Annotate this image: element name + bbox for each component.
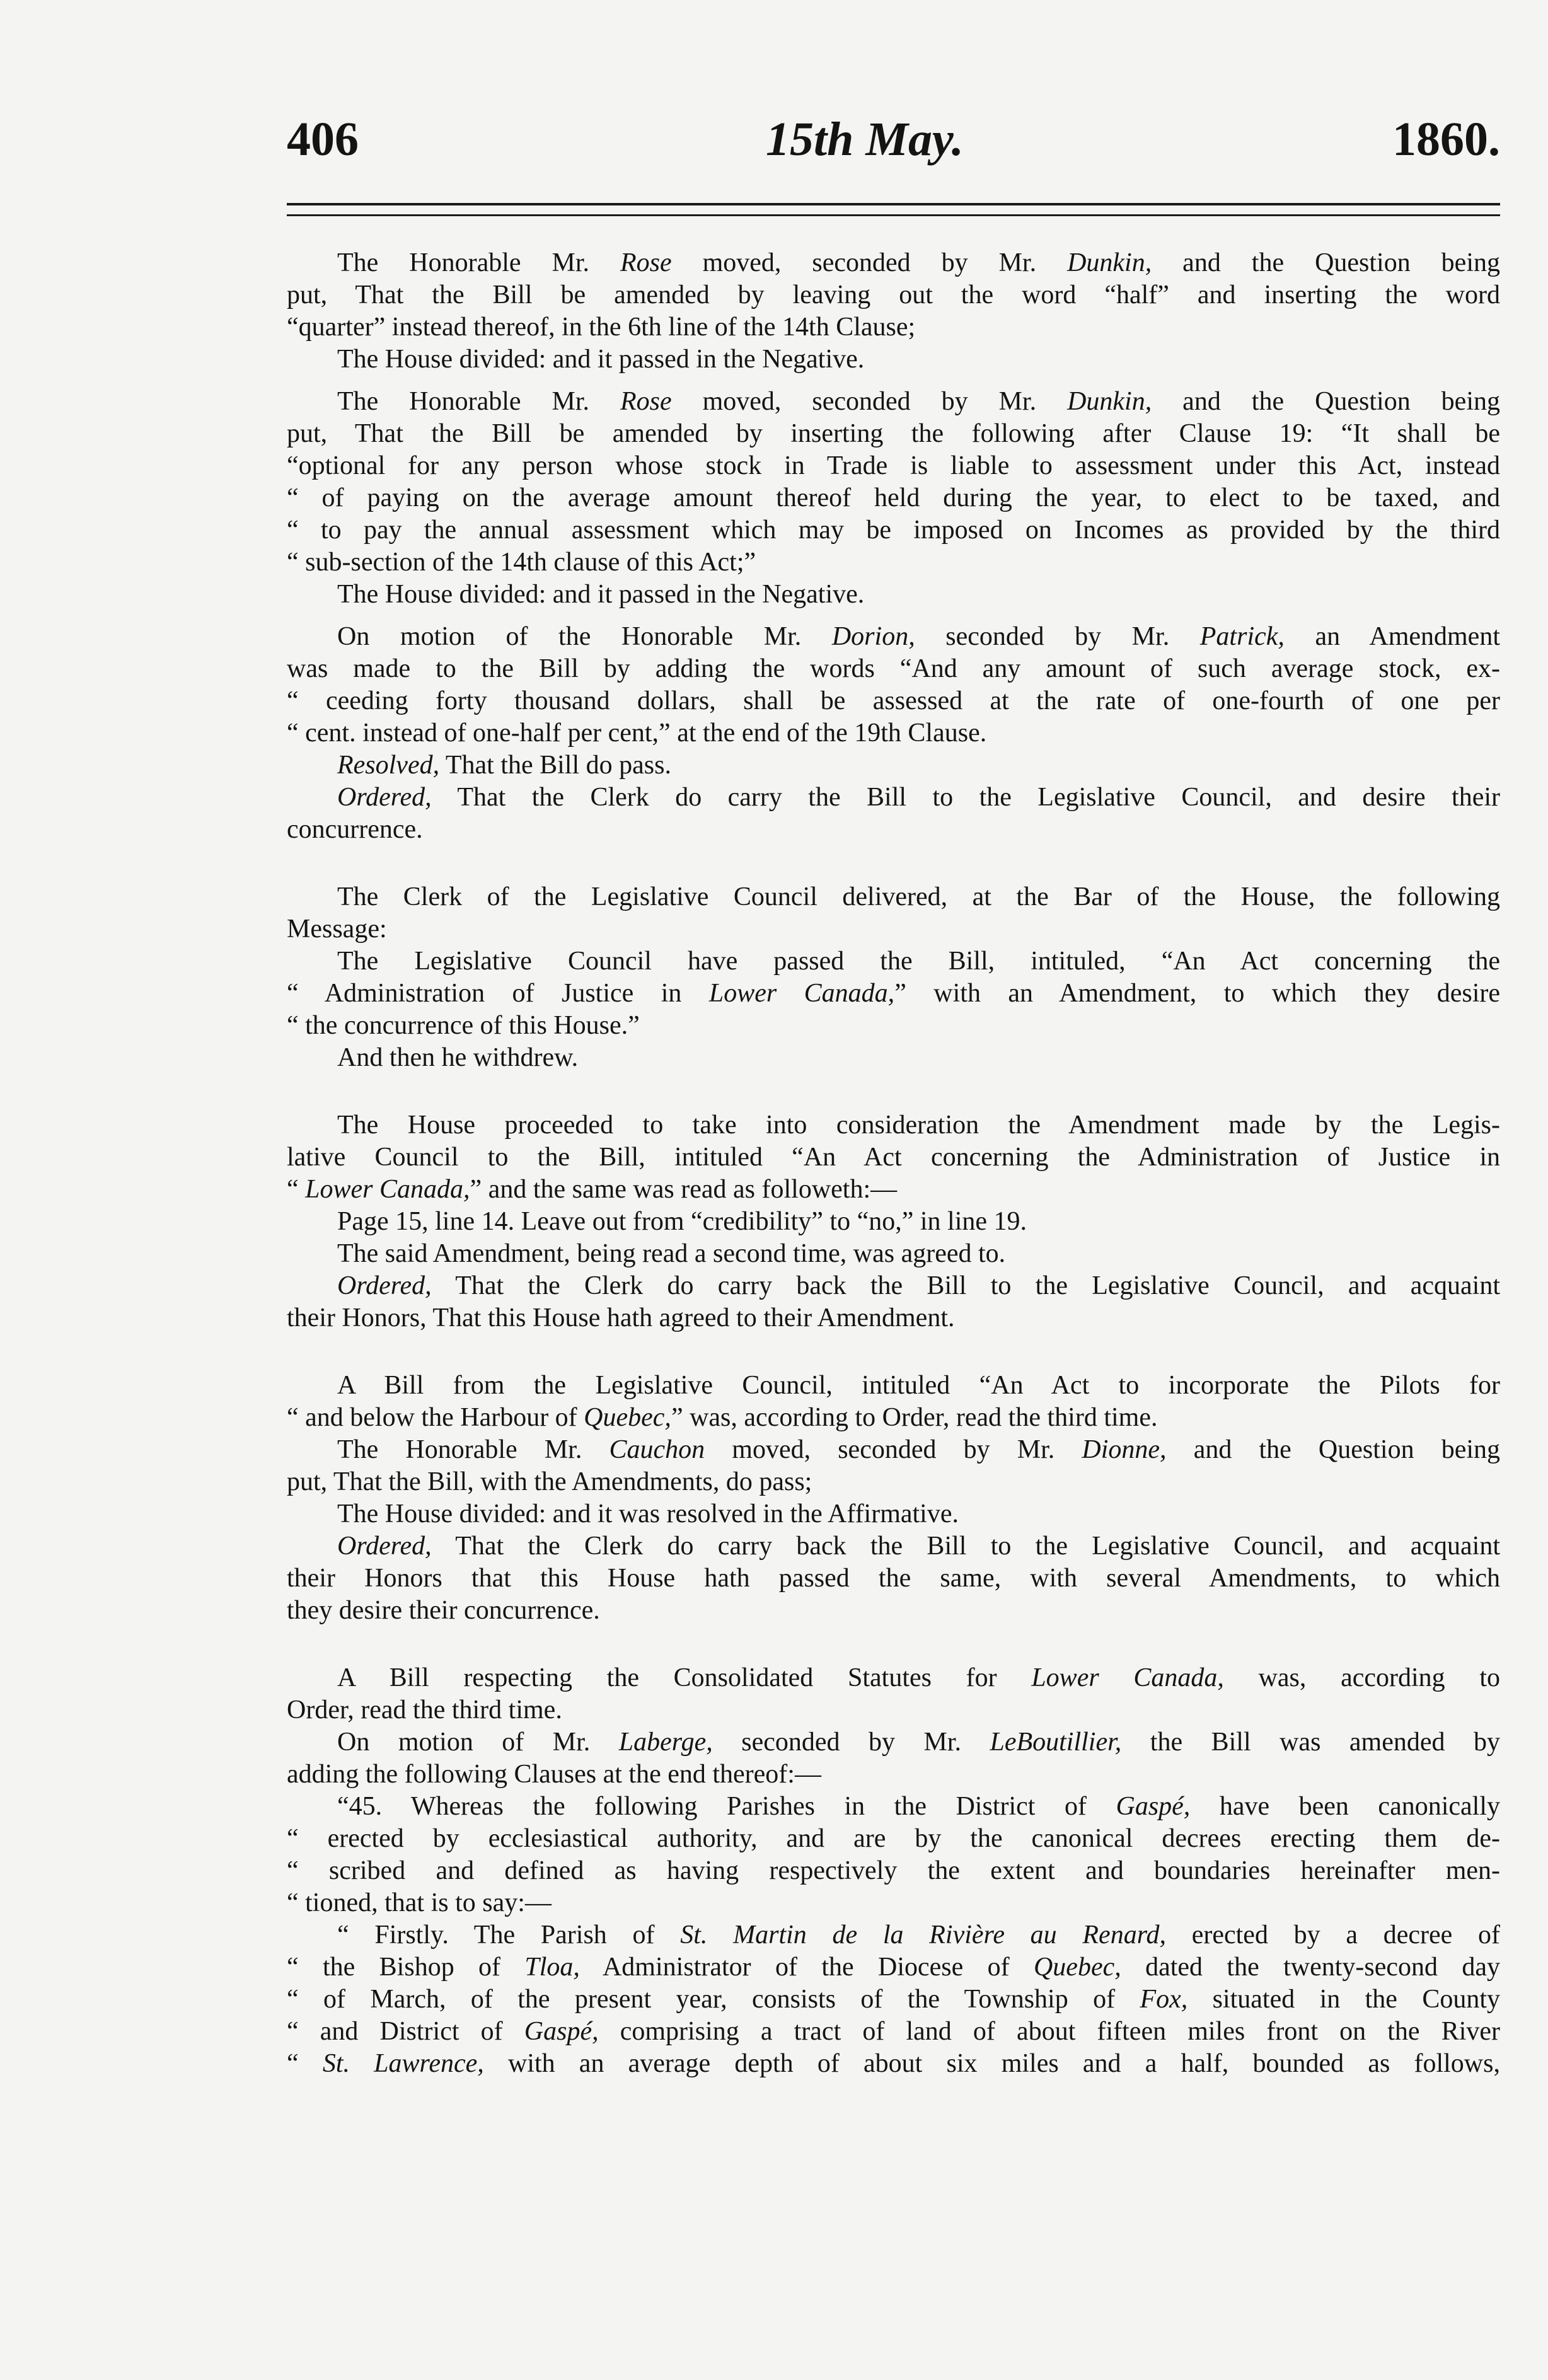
text-line: “45. Whereas the following Parishes in the District of Gaspé, have been canonically — [337, 1792, 1500, 1821]
paragraph-council-message — [287, 881, 1500, 913]
header-rule-top — [287, 203, 1500, 205]
text-line: “ to pay the annual assessment which may be imposed on Incomes as provided by the third — [287, 516, 1500, 545]
text-line: The Legislative Council have passed the Bill, intituled, “An Act concerning the — [337, 947, 1500, 976]
text-line: lative Council to the Bill, intituled “An Act concerning the Administration of Justice in — [287, 1143, 1500, 1172]
text-line: put, That the Bill be amended by leaving out the word “half” and inserting the word — [287, 280, 1500, 309]
text-line: they desire their concurrence. — [287, 1596, 600, 1625]
text-line: “ Firstly. The Parish of St. Martin de la Rivière au Renard, erected by a decree of — [337, 1921, 1501, 1950]
page-header — [287, 112, 1500, 175]
text-line: Ordered, That the Clerk do carry back the Bill to the Legislative Council, and acquaint — [337, 1532, 1500, 1561]
text-line: concurrence. — [287, 815, 423, 844]
text-line: “ and District of Gaspé, comprising a tract of land of about fifteen miles front on the River — [287, 2017, 1501, 2046]
text-line: “ of March, of the present year, consists of the Township of Fox, situated in the County — [287, 1985, 1501, 2014]
paragraph-dorion-amendment — [287, 621, 1500, 653]
text-line: Order, read the third time. — [287, 1695, 562, 1724]
text-line: “ St. Lawrence, with an average depth of about six miles and a half, bounded as follows, — [287, 2049, 1500, 2078]
text-line: “ Administration of Justice in Lower Canada,” with an Amendment, to which they desire — [287, 979, 1500, 1008]
text-line: put, That the Bill, with the Amendments, do pass; — [287, 1467, 812, 1496]
paragraph-consolidated-statutes — [287, 1662, 1500, 1694]
header-rule-bottom — [287, 214, 1500, 216]
text-line: “ erected by ecclesiastical authority, and are by the canonical decrees erecting them de- — [287, 1824, 1500, 1853]
text-line: Page 15, line 14. Leave out from “credibility” to “no,” in line 19. — [337, 1207, 1027, 1236]
text-line: “quarter” instead thereof, in the 6th line of the 14th Clause; — [287, 313, 916, 342]
text-line: The said Amendment, being read a second time, was agreed to. — [337, 1239, 1006, 1268]
text-line: The House proceeded to take into consideration the Amendment made by the Legis- — [337, 1111, 1500, 1140]
text-line: A Bill from the Legislative Council, intituled “An Act to incorporate the Pilots for — [337, 1371, 1500, 1400]
text-line: The House divided: and it passed in the Negative. — [337, 345, 865, 374]
text-line: The House divided: and it was resolved in the Affirmative. — [337, 1499, 959, 1528]
text-line: was made to the Bill by adding the words “And any amount of such average stock, ex- — [287, 654, 1500, 683]
text-line: On motion of Mr. Laberge, seconded by Mr. LeBoutillier, the Bill was amended by — [337, 1728, 1500, 1757]
text-line: “optional for any person whose stock in Trade is liable to assessment under this Act, instead — [287, 451, 1500, 480]
text-line: The Honorable Mr. Rose moved, seconded by Mr. Dunkin, and the Question being — [337, 248, 1500, 277]
text-line: The Honorable Mr. Rose moved, seconded by Mr. Dunkin, and the Question being — [337, 387, 1500, 416]
text-line: Ordered, That the Clerk do carry the Bill to the Legislative Council, and desire their — [337, 783, 1500, 812]
text-line: “ cent. instead of one-half per cent,” at the end of the 19th Clause. — [287, 719, 987, 748]
text-line: their Honors, That this House hath agreed to their Amendment. — [287, 1303, 955, 1332]
journal-body — [287, 247, 1500, 2080]
text-line: Resolved, That the Bill do pass. — [337, 751, 671, 780]
text-line: The House divided: and it passed in the Negative. — [337, 580, 865, 609]
text-line: their Honors that this House hath passed the same, with several Amendments, to which — [287, 1564, 1500, 1593]
text-line: “ tioned, that is to say:— — [287, 1888, 552, 1917]
paragraph-amendment-consideration — [287, 1109, 1500, 1141]
page-year: 1860. — [1392, 113, 1500, 166]
text-line: put, That the Bill be amended by inserting the following after Clause 19: “It shall be — [287, 419, 1500, 448]
text-line: “ the concurrence of this House.” — [287, 1011, 640, 1040]
text-line: “ and below the Harbour of Quebec,” was, according to Order, read the third time. — [287, 1403, 1158, 1432]
text-line: adding the following Clauses at the end thereof:— — [287, 1760, 821, 1789]
text-line: On motion of the Honorable Mr. Dorion, seconded by Mr. Patrick, an Amendment — [337, 622, 1500, 651]
page-number: 406 — [287, 113, 359, 166]
text-line: A Bill respecting the Consolidated Statutes for Lower Canada, was, according to — [337, 1663, 1500, 1692]
text-line: “ of paying on the average amount thereof held during the year, to elect to be taxed, and — [287, 483, 1500, 512]
text-line: The Honorable Mr. Cauchon moved, seconded by Mr. Dionne, and the Question being — [337, 1435, 1501, 1464]
text-line: “ ceeding forty thousand dollars, shall be assessed at the rate of one-fourth of one per — [287, 686, 1500, 715]
text-line: And then he withdrew. — [337, 1043, 579, 1072]
text-line: “ scribed and defined as having respectively the extent and boundaries hereinafter men- — [287, 1856, 1500, 1885]
text-line: “ sub-section of the 14th clause of this Act;” — [287, 548, 756, 577]
text-line: Ordered, That the Clerk do carry back the Bill to the Legislative Council, and acquaint — [337, 1271, 1500, 1300]
text-line: “ the Bishop of Tloa, Administrator of the Diocese of Quebec, dated the twenty-second day — [287, 1953, 1500, 1982]
paragraph-rose-motion-1 — [287, 247, 1500, 279]
text-line: “ Lower Canada,” and the same was read as followeth:— — [287, 1175, 898, 1204]
text-line: Message: — [287, 915, 387, 944]
text-line: The Clerk of the Legislative Council delivered, at the Bar of the House, the following — [337, 882, 1500, 911]
paragraph-rose-motion-2 — [287, 386, 1500, 418]
page-date: 15th May. — [766, 113, 964, 166]
paragraph-pilots-bill — [287, 1370, 1500, 1402]
